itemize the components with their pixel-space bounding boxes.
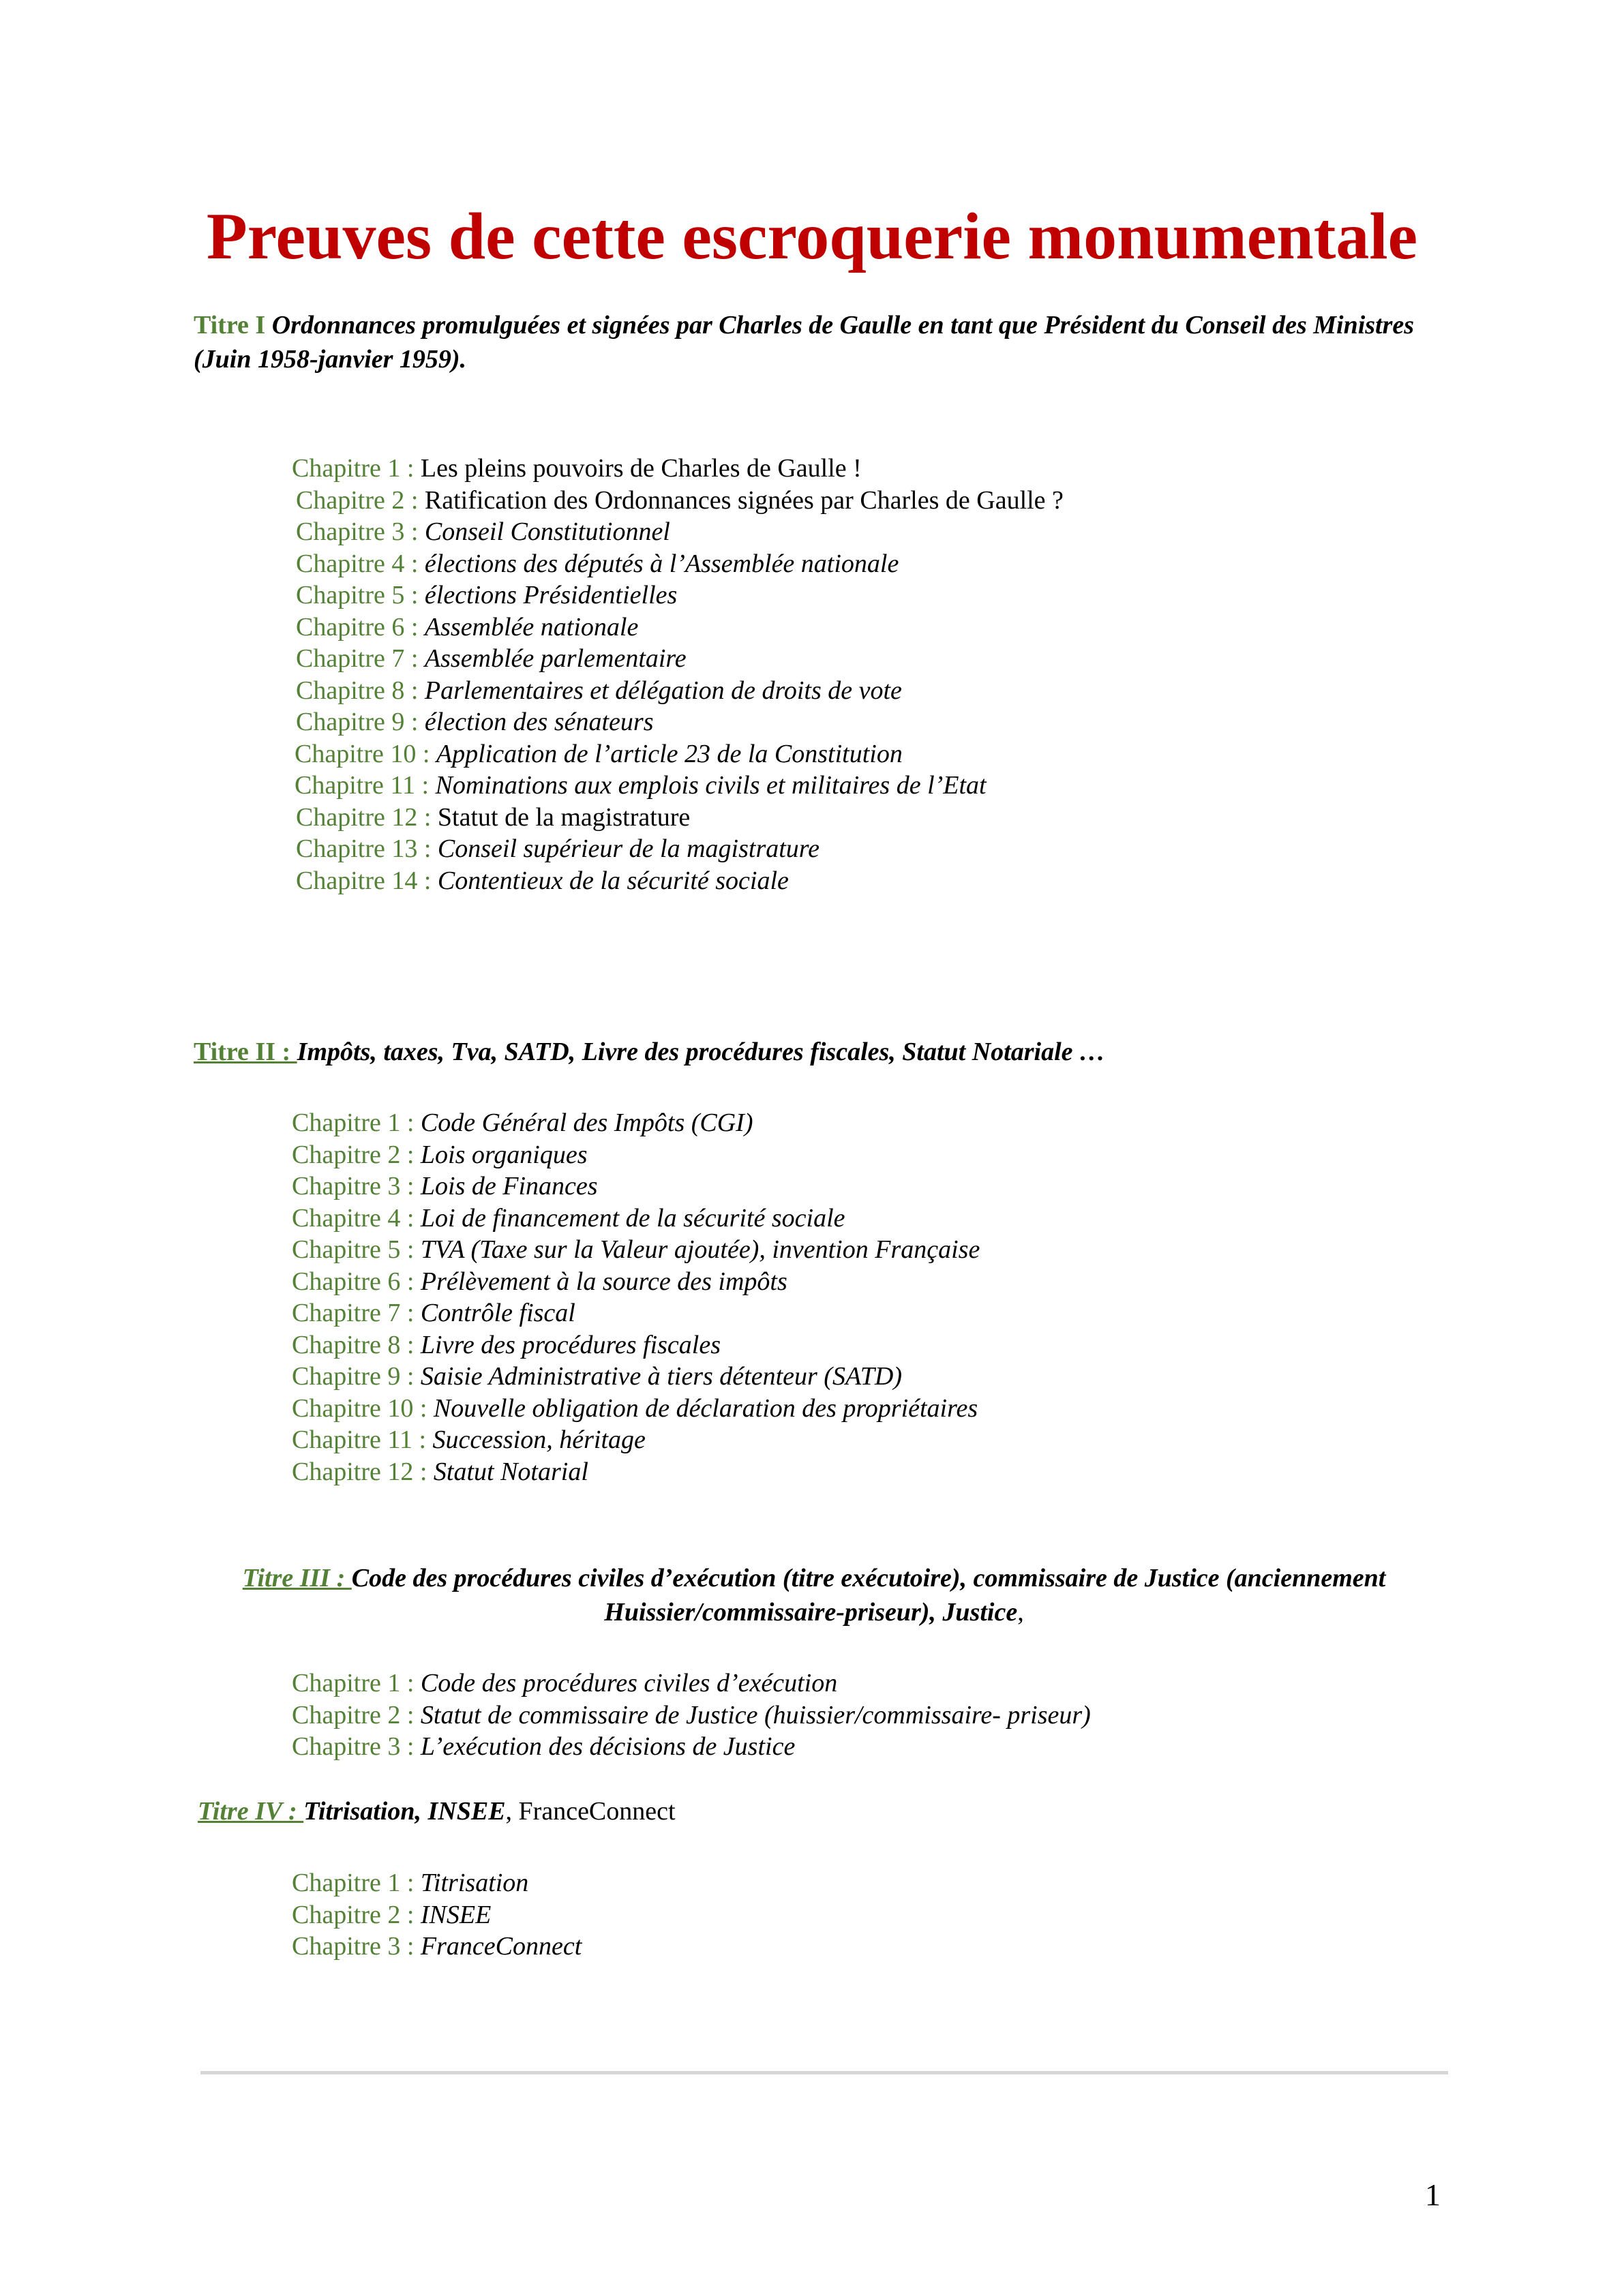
footer-divider [200,2071,1448,2074]
chapter-label: Chapitre 5 : [292,1235,421,1264]
titre-3-line-1 [200,1561,1428,1595]
chapter-label: Chapitre 8 : [292,1330,421,1359]
chapter-label: Chapitre 2 : [292,1900,421,1929]
titre-3-chapter-list [292,1667,1091,1763]
chapter-title: Code Général des Impôts (CGI) [420,1108,753,1137]
page-number: 1 [1425,2177,1441,2212]
chapter-title: Statut de commissaire de Justice (huissier/commissaire- priseur) [420,1700,1091,1729]
chapter-title: Titrisation [420,1869,529,1897]
chapter-title: TVA (Taxe sur la Valeur ajoutée), invention Française [420,1235,980,1264]
chapter-label: Chapitre 1 : [292,1869,421,1897]
chapter-title: élection des sénateurs [424,708,654,736]
chapter-row [292,1731,1091,1763]
chapter-label: Chapitre 5 : [296,581,425,609]
chapter-row [292,1107,980,1139]
titre-3-line-2 [200,1595,1428,1629]
titre-3-text-tail: , [1017,1598,1024,1627]
titre-3-text-line-1: Code des procédures civiles d’exécution (titre exécutoire), commissaire de Justice (anciennement [351,1564,1386,1592]
chapter-label: Chapitre 7 : [296,644,425,673]
chapter-title: Prélèvement à la source des impôts [420,1267,787,1296]
chapter-row [292,1361,980,1393]
chapter-row [292,1329,980,1361]
titre-1-text: Ordonnances promulguées et signées par Charles de Gaulle en tant que Président du Conseil des Ministres (Juin 1958-janvier 1959). [194,311,1415,374]
chapter-label: Chapitre 9 : [292,1362,421,1391]
chapter-row [292,1266,980,1298]
chapter-title: Contrôle fiscal [420,1299,575,1327]
chapter-title: Statut Notarial [433,1457,588,1486]
chapter-title: Conseil Constitutionnel [424,517,670,546]
titre-3-label: Titre III : [242,1564,352,1592]
chapter-title: Livre des procédures fiscales [420,1330,721,1359]
chapter-row [292,1931,582,1963]
chapter-title: Loi de financement de la sécurité sociale [420,1203,845,1233]
chapter-title: INSEE [420,1900,492,1929]
chapter-label: Chapitre 3 : [292,1732,421,1761]
titre-2-label: Titre II : [194,1038,297,1066]
chapter-title: Code des procédures civiles d’exécution [420,1669,838,1697]
chapter-label: Chapitre 11 : [295,771,436,800]
chapter-title: Nouvelle obligation de déclaration des propriétaires [433,1393,978,1423]
chapter-row [292,1667,1091,1700]
titre-4-label: Titre IV : [198,1797,304,1826]
titre-1-heading [194,308,1434,376]
chapter-label: Chapitre 1 : [292,454,421,483]
chapter-label: Chapitre 6 : [296,612,425,641]
chapter-title: Application de l’article 23 de la Constitution [436,739,903,768]
chapter-row [292,675,1064,707]
chapter-title: Les pleins pouvoirs de Charles de Gaulle ! [420,454,862,483]
chapter-row [292,516,1064,548]
chapter-title: Lois organiques [420,1140,588,1169]
chapter-row [292,579,1064,611]
chapter-row [292,1203,980,1235]
chapter-label: Chapitre 10 : [292,1393,434,1423]
chapter-label: Chapitre 4 : [296,549,425,578]
chapter-title: Conseil supérieur de la magistrature [437,834,820,863]
chapter-label: Chapitre 2 : [292,1140,421,1169]
chapter-row [292,865,1064,897]
chapter-title: Assemblée parlementaire [424,644,687,673]
chapter-label: Chapitre 7 : [292,1299,421,1327]
chapter-label: Chapitre 9 : [296,708,425,736]
chapter-title: Saisie Administrative à tiers détenteur (SATD) [420,1362,902,1391]
chapter-title: Statut de la magistrature [437,802,691,832]
chapter-row [292,738,1064,770]
chapter-title: Nominations aux emplois civils et militaires de l’Etat [435,771,987,800]
chapter-label: Chapitre 3 : [296,517,425,546]
chapter-label: Chapitre 11 : [292,1425,433,1454]
chapter-label: Chapitre 13 : [296,834,438,863]
titre-3-heading [200,1561,1428,1629]
titre-4-text-plain: , FranceConnect [505,1797,676,1826]
chapter-title: Contentieux de la sécurité sociale [437,866,789,895]
chapter-row [292,802,1064,834]
chapter-row [292,706,1064,738]
chapter-row [292,1139,980,1171]
document-title: Preuves de cette escroquerie monumentale [206,200,1418,273]
titre-2-text: Impôts, taxes, Tva, SATD, Livre des procédures fiscales, Statut Notariale … [297,1038,1106,1066]
titre-2-heading [194,1035,1105,1069]
titre-4-chapter-list [292,1867,582,1963]
chapter-row [292,1424,980,1456]
chapter-row [292,1170,980,1203]
titre-1-chapter-list [292,453,1064,896]
chapter-title: Lois de Finances [420,1172,598,1200]
chapter-label: Chapitre 6 : [292,1267,421,1296]
titre-4-text-bold: Titrisation, INSEE [303,1797,506,1826]
chapter-title: Assemblée nationale [424,612,639,641]
chapter-label: Chapitre 1 : [292,1108,421,1137]
chapter-title: Succession, héritage [432,1425,646,1454]
chapter-title: Ratification des Ordonnances signées par Charles de Gaulle ? [424,485,1064,515]
chapter-label: Chapitre 1 : [292,1669,421,1697]
titre-2-chapter-list [292,1107,980,1487]
chapter-row [292,611,1064,644]
chapter-row [292,1867,582,1899]
chapter-label: Chapitre 14 : [296,866,438,895]
chapter-row [292,770,1064,802]
chapter-label: Chapitre 8 : [296,676,425,705]
titre-4-heading [198,1794,676,1828]
chapter-label: Chapitre 12 : [292,1457,434,1486]
chapter-label: Chapitre 2 : [292,1700,421,1729]
chapter-row [292,1899,582,1931]
chapter-label: Chapitre 2 : [296,485,425,515]
chapter-row [292,453,1064,485]
chapter-row [292,1393,980,1425]
chapter-row [292,485,1064,517]
chapter-title: élections des députés à l’Assemblée nationale [424,549,899,578]
chapter-title: élections Présidentielles [424,581,678,609]
chapter-row [292,1234,980,1266]
chapter-row [292,1700,1091,1732]
chapter-title: Parlementaires et délégation de droits de vote [424,676,902,705]
chapter-title: FranceConnect [420,1932,582,1961]
chapter-row [292,833,1064,865]
chapter-label: Chapitre 3 : [292,1172,421,1200]
chapter-row [292,643,1064,675]
titre-3-text-line-2: Huissier/commissaire-priseur), Justice [604,1598,1018,1627]
chapter-label: Chapitre 4 : [292,1203,421,1233]
chapter-row [292,1297,980,1329]
chapter-row [292,1456,980,1488]
chapter-label: Chapitre 12 : [296,802,438,832]
chapter-label: Chapitre 3 : [292,1932,421,1961]
chapter-label: Chapitre 10 : [295,739,436,768]
chapter-title: L’exécution des décisions de Justice [420,1732,796,1761]
chapter-row [292,548,1064,580]
titre-1-label: Titre I [194,311,272,339]
